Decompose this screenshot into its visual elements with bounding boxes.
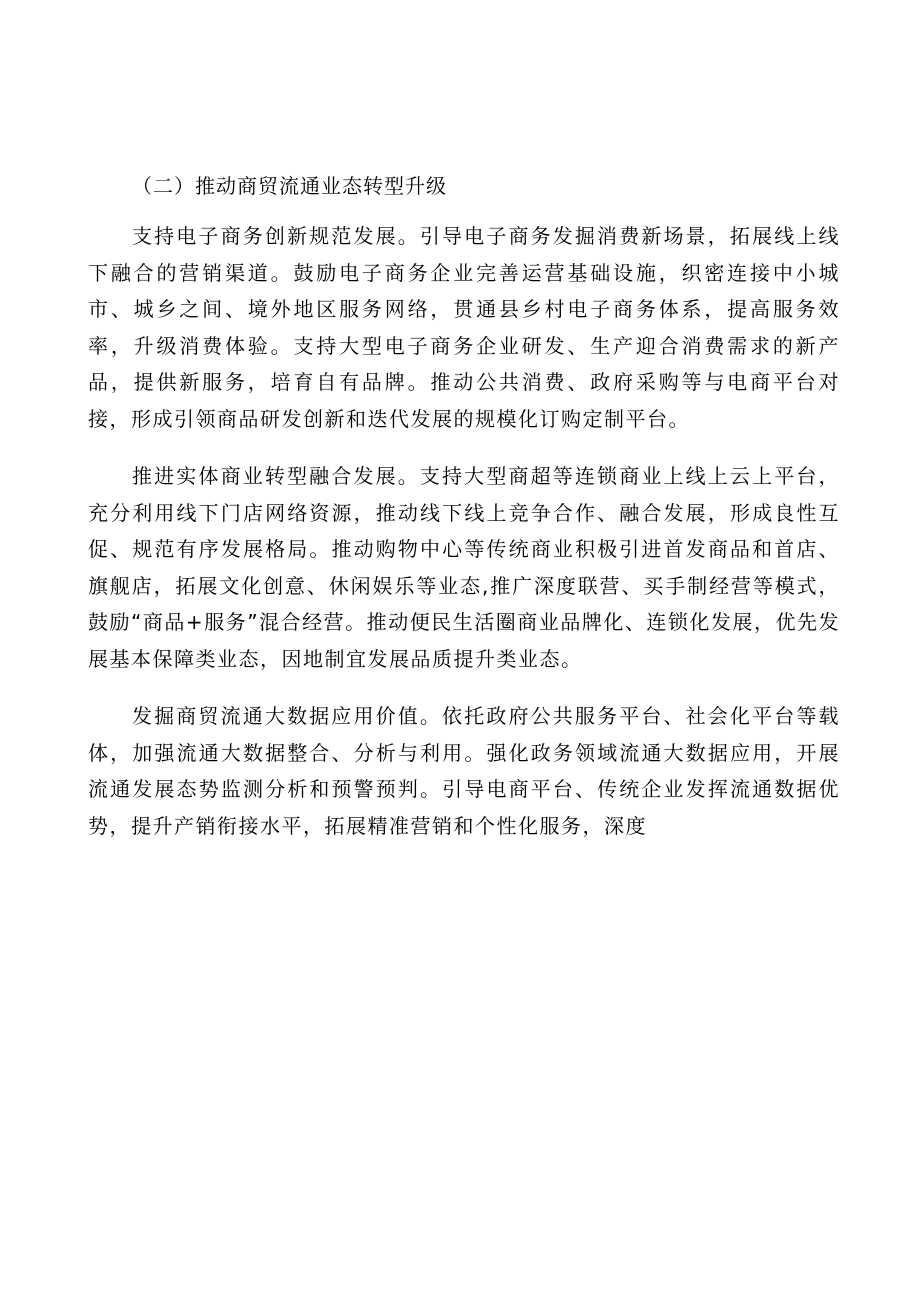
paragraph-big-data: 发掘商贸流通大数据应用价值。依托政府公共服务平台、社会化平台等载体，加强流通大数据整合、分析与利用。强化政务领域流通大数据应用，开展流通发展态势监测分析和预警预判。引导电商平台、传统企业发挥流通数据优势，提升产销衔接水平，拓展精准营销和个性化服务，深度 bbox=[88, 704, 840, 838]
paragraph-physical-retail: 推进实体商业转型融合发展。支持大型商超等连锁商业上线上云上平台，充分利用线下门店网络资源，推动线下线上竞争合作、融合发展，形成良性互促、规范有序发展格局。推动购物中心等传统商业积极引进首发商品和首店、旗舰店，拓展文化创意、休闲娱乐等业态,推广深度联营、买手制经营等模式，鼓励“商品+服务”混合经营。推动便民生活圈商业品牌化、连锁化发展，优先发展基本保障类业态，因地制宜发展品质提升类业态。 bbox=[88, 464, 840, 671]
document-body bbox=[88, 168, 840, 844]
paragraph-ecommerce: 支持电子商务创新规范发展。引导电子商务发掘消费新场景，拓展线上线下融合的营销渠道。鼓励电子商务企业完善运营基础设施，织密连接中小城市、城乡之间、境外地区服务网络，贯通县乡村电子商务体系，提高服务效率，升级消费体验。支持大型电子商务企业研发、生产迎合消费需求的新产品，提供新服务，培育自有品牌。推动公共消费、政府采购等与电商平台对接，形成引领商品研发创新和迭代发展的规模化订购定制平台。 bbox=[88, 224, 840, 431]
section-heading: （二）推动商贸流通业态转型升级 bbox=[132, 174, 447, 198]
